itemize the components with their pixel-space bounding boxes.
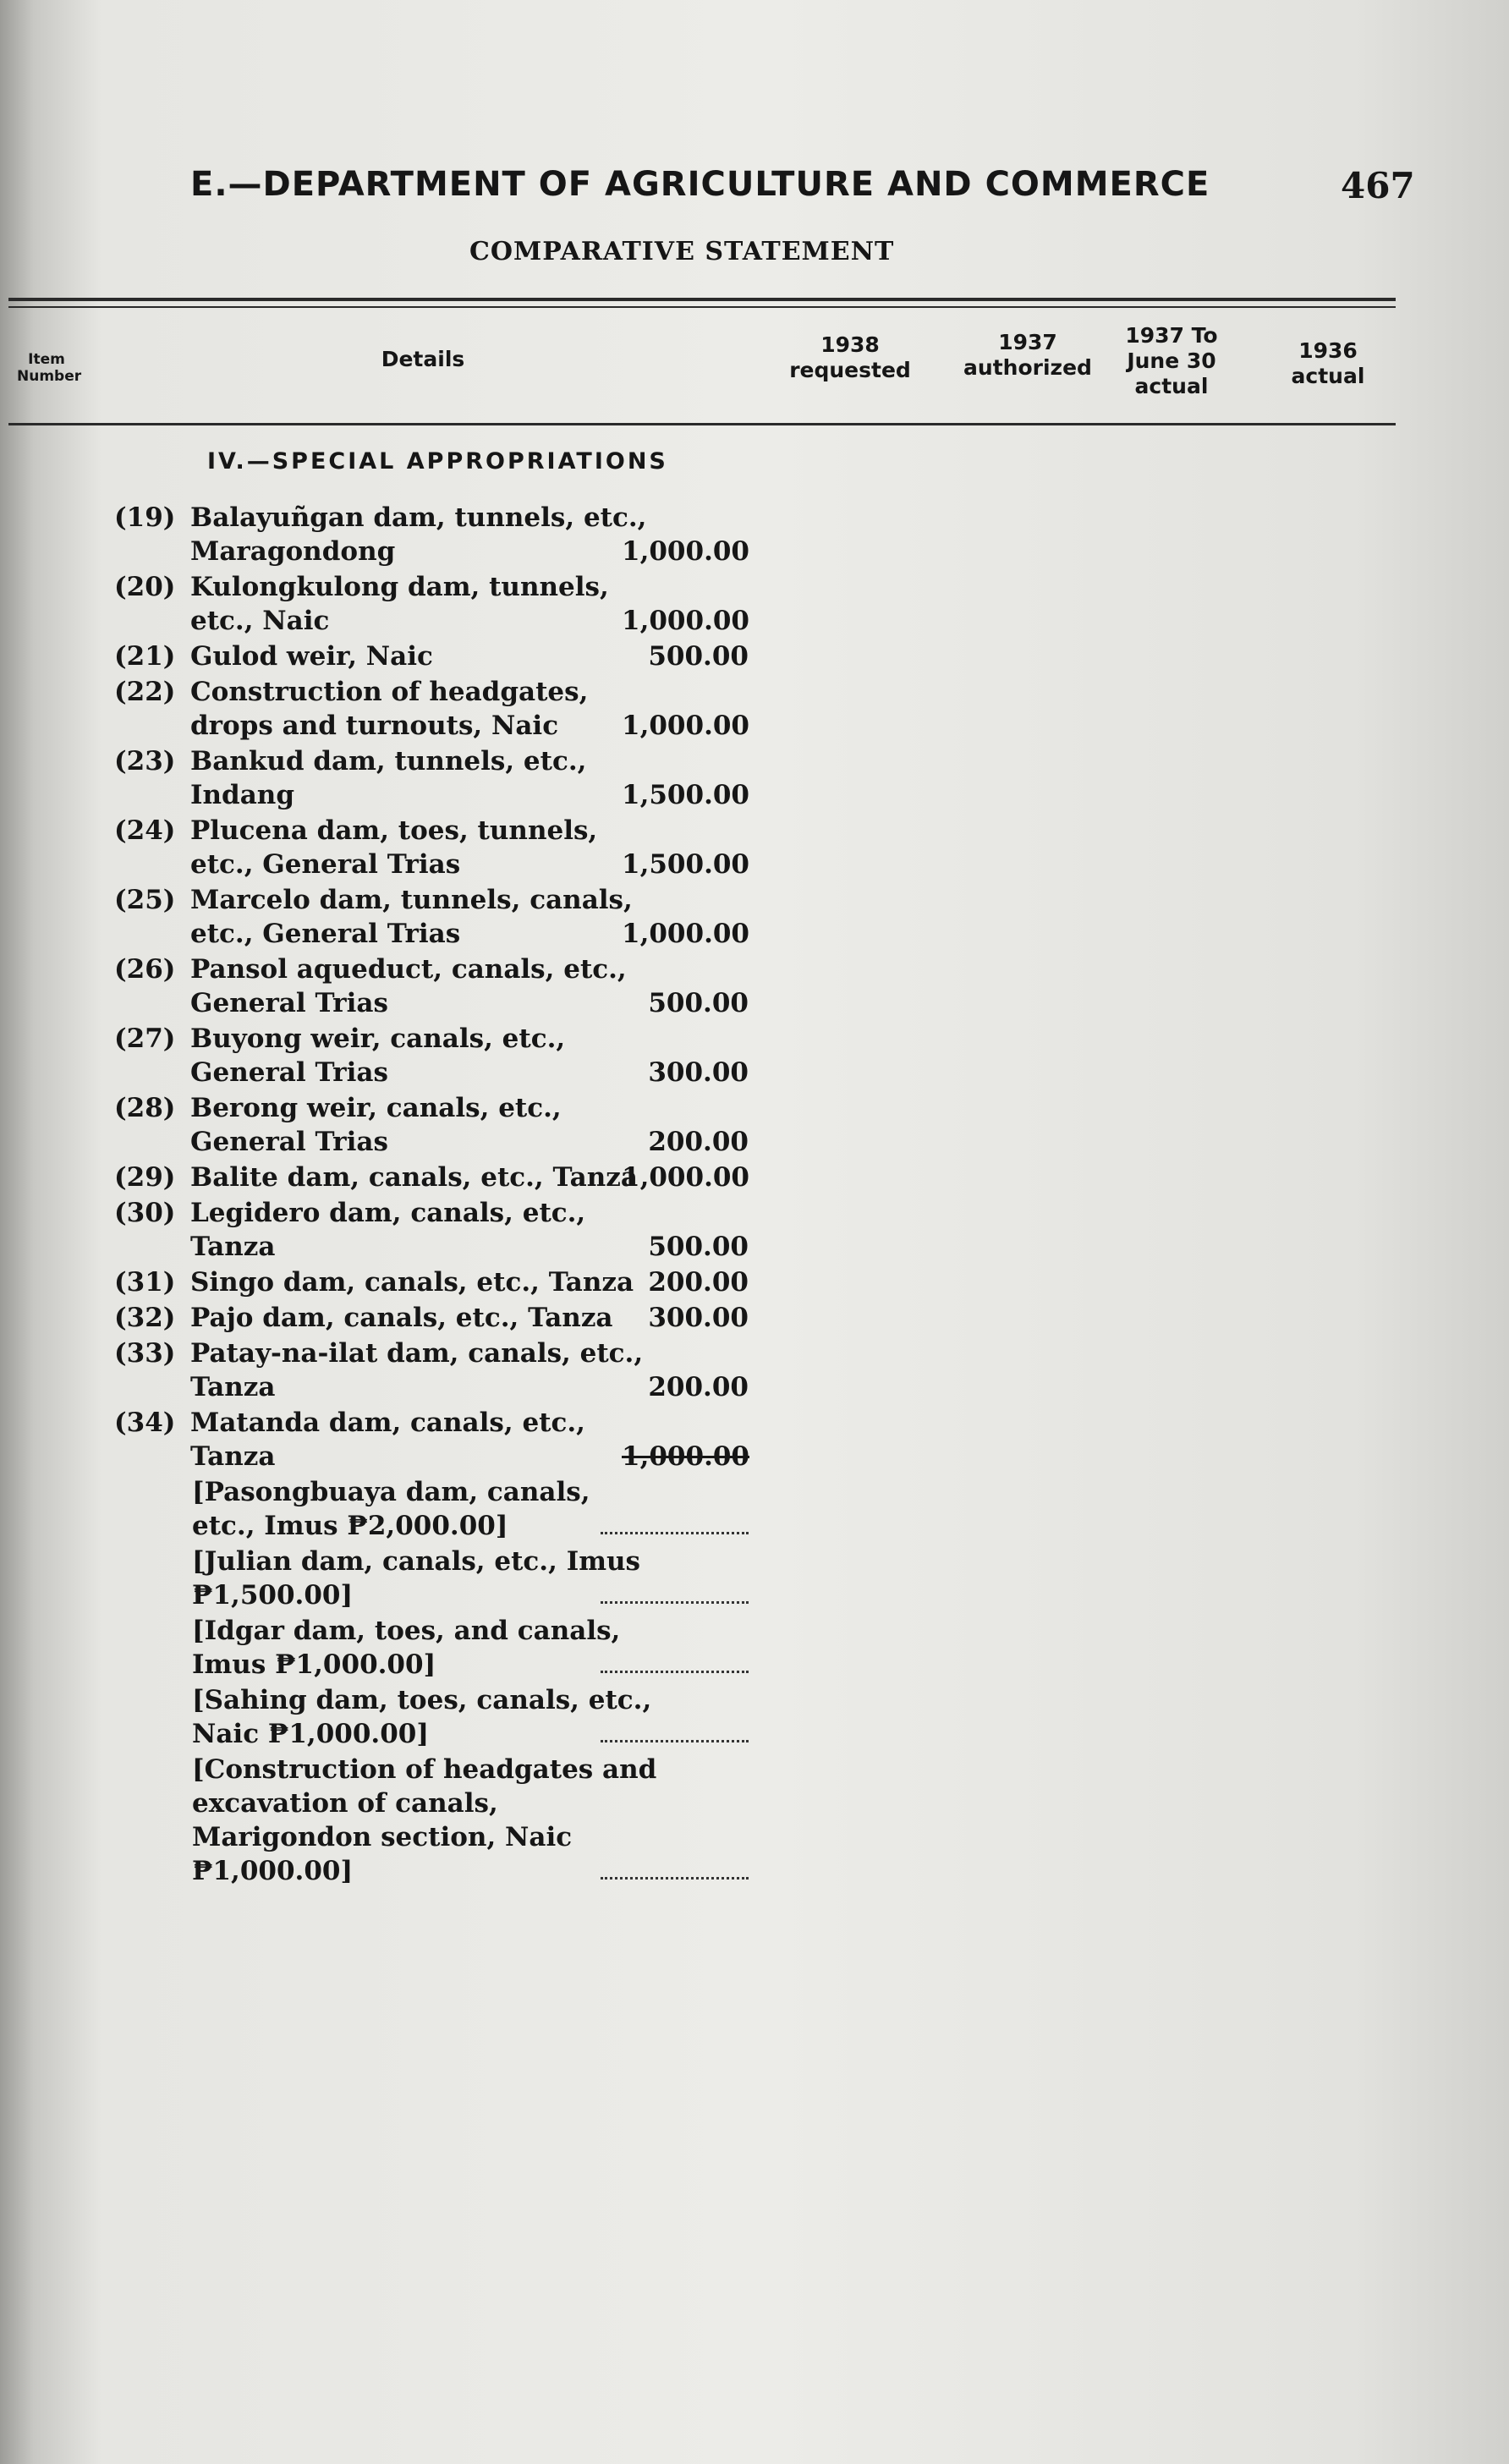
item-details: Singo dam, canals, etc., Tanza bbox=[190, 1267, 634, 1298]
item-details: [Pasongbuaya dam, canals, etc., Imus ₱2,000.00] bbox=[192, 1477, 590, 1541]
list-item bbox=[114, 952, 749, 1020]
column-1938-requested: 1938 requested bbox=[789, 332, 911, 382]
item-details: Balite dam, canals, etc., Tanza bbox=[190, 1162, 638, 1193]
item-details: Balayuñgan dam, tunnels, etc., Maragondong bbox=[190, 502, 647, 567]
item-details: Legidero dam, canals, etc., Tanza bbox=[190, 1198, 586, 1262]
column-1937-authorized: 1937 authorized bbox=[963, 330, 1092, 380]
bracketed-item bbox=[114, 1475, 749, 1543]
item-details: Gulod weir, Naic bbox=[190, 641, 433, 672]
item-amount-1938: 500.00 bbox=[648, 1232, 749, 1262]
item-details: Pajo dam, canals, etc., Tanza bbox=[190, 1303, 613, 1333]
item-amount-1938: 500.00 bbox=[648, 641, 749, 672]
list-item bbox=[114, 1336, 749, 1404]
list-item bbox=[114, 1091, 749, 1159]
item-number: (34) bbox=[114, 1408, 176, 1438]
item-number: (20) bbox=[114, 572, 176, 602]
list-item bbox=[114, 1406, 749, 1473]
list-item bbox=[114, 639, 749, 673]
item-details: [Construction of headgates and excavation of canals, Marigondon section, Naic ₱1,000.00] bbox=[192, 1754, 657, 1886]
bracketed-item bbox=[114, 1545, 749, 1612]
list-item bbox=[114, 1022, 749, 1089]
item-number: (27) bbox=[114, 1023, 176, 1054]
item-amount-1938: 200.00 bbox=[648, 1267, 749, 1298]
header-rule-bottom bbox=[8, 423, 1396, 425]
item-details: [Sahing dam, toes, canals, etc., Naic ₱1,000.00] bbox=[192, 1685, 652, 1749]
column-item-number: Item Number bbox=[17, 351, 82, 385]
item-number: (33) bbox=[114, 1338, 176, 1369]
list-item bbox=[114, 1161, 749, 1194]
item-amount-1938: 1,500.00 bbox=[622, 849, 750, 880]
blank-amount-dots bbox=[601, 1532, 749, 1534]
item-number: (25) bbox=[114, 885, 176, 915]
blank-amount-dots bbox=[601, 1601, 749, 1604]
item-number: (24) bbox=[114, 815, 176, 846]
item-details: Patay-na-ilat dam, canals, etc., Tanza bbox=[190, 1338, 644, 1402]
item-amount-1938: 200.00 bbox=[648, 1127, 749, 1157]
blank-amount-dots bbox=[601, 1877, 749, 1880]
column-1936-actual: 1936 actual bbox=[1291, 338, 1365, 388]
item-details: Buyong weir, canals, etc., General Trias bbox=[190, 1023, 566, 1088]
list-item bbox=[114, 814, 749, 881]
blank-amount-dots bbox=[601, 1671, 749, 1673]
item-number: (19) bbox=[114, 502, 176, 533]
item-number: (23) bbox=[114, 746, 176, 777]
header-rule-top bbox=[8, 298, 1396, 301]
item-details: [Idgar dam, toes, and canals, Imus ₱1,000.00] bbox=[192, 1616, 621, 1680]
blank-amount-dots bbox=[601, 1740, 749, 1742]
list-item bbox=[114, 675, 749, 743]
bracketed-item bbox=[114, 1683, 749, 1751]
list-item bbox=[114, 1196, 749, 1264]
column-details: Details bbox=[381, 347, 465, 371]
item-number: (26) bbox=[114, 954, 176, 985]
item-details: Marcelo dam, tunnels, canals, etc., General Trias bbox=[190, 885, 633, 949]
item-details: Matanda dam, canals, etc., Tanza bbox=[190, 1408, 585, 1472]
list-item bbox=[114, 570, 749, 638]
statement-subtitle: COMPARATIVE STATEMENT bbox=[469, 237, 895, 266]
item-number: (21) bbox=[114, 641, 176, 672]
bracketed-item bbox=[114, 1614, 749, 1682]
list-item bbox=[114, 883, 749, 951]
item-details: Construction of headgates, drops and turnouts, Naic bbox=[190, 677, 589, 741]
appropriation-list bbox=[114, 501, 749, 1890]
item-number: (31) bbox=[114, 1267, 176, 1298]
item-amount-1938: 1,000.00 bbox=[622, 1162, 750, 1193]
list-item bbox=[114, 501, 749, 568]
item-number: (29) bbox=[114, 1162, 176, 1193]
item-amount-1938: 1,000.00 bbox=[622, 711, 750, 741]
item-number: (28) bbox=[114, 1093, 176, 1123]
item-details: Kulongkulong dam, tunnels, etc., Naic bbox=[190, 572, 609, 636]
header-rule-top-second bbox=[8, 306, 1396, 308]
list-item bbox=[114, 744, 749, 812]
column-1937-actual: 1937 To June 30 actual bbox=[1125, 323, 1218, 398]
page-number: 467 bbox=[1341, 165, 1415, 206]
item-amount-1938: 500.00 bbox=[648, 988, 749, 1018]
item-amount-1938: 1,500.00 bbox=[622, 780, 750, 810]
section-heading: IV.—SPECIAL APPROPRIATIONS bbox=[207, 448, 668, 475]
item-details: Plucena dam, toes, tunnels, etc., General Trias bbox=[190, 815, 598, 880]
item-amount-1938: 1,000.00 bbox=[622, 1441, 750, 1472]
item-details: Bankud dam, tunnels, etc., Indang bbox=[190, 746, 587, 810]
bracketed-item bbox=[114, 1753, 749, 1888]
item-number: (32) bbox=[114, 1303, 176, 1333]
item-amount-1938: 200.00 bbox=[648, 1372, 749, 1402]
list-item bbox=[114, 1301, 749, 1335]
item-details: Berong weir, canals, etc., General Trias bbox=[190, 1093, 562, 1157]
list-item bbox=[114, 1265, 749, 1299]
department-title: E.—DEPARTMENT OF AGRICULTURE AND COMMERCE bbox=[190, 165, 1210, 204]
item-details: [Julian dam, canals, etc., Imus ₱1,500.00] bbox=[192, 1546, 640, 1611]
item-details: Pansol aqueduct, canals, etc., General Trias bbox=[190, 954, 627, 1018]
item-amount-1938: 300.00 bbox=[648, 1303, 749, 1333]
bleed-through-text bbox=[897, 474, 1370, 2081]
item-amount-1938: 1,000.00 bbox=[622, 919, 750, 949]
item-amount-1938: 1,000.00 bbox=[622, 536, 750, 567]
item-amount-1938: 300.00 bbox=[648, 1057, 749, 1088]
item-amount-1938: 1,000.00 bbox=[622, 606, 750, 636]
item-number: (22) bbox=[114, 677, 176, 707]
item-number: (30) bbox=[114, 1198, 176, 1228]
